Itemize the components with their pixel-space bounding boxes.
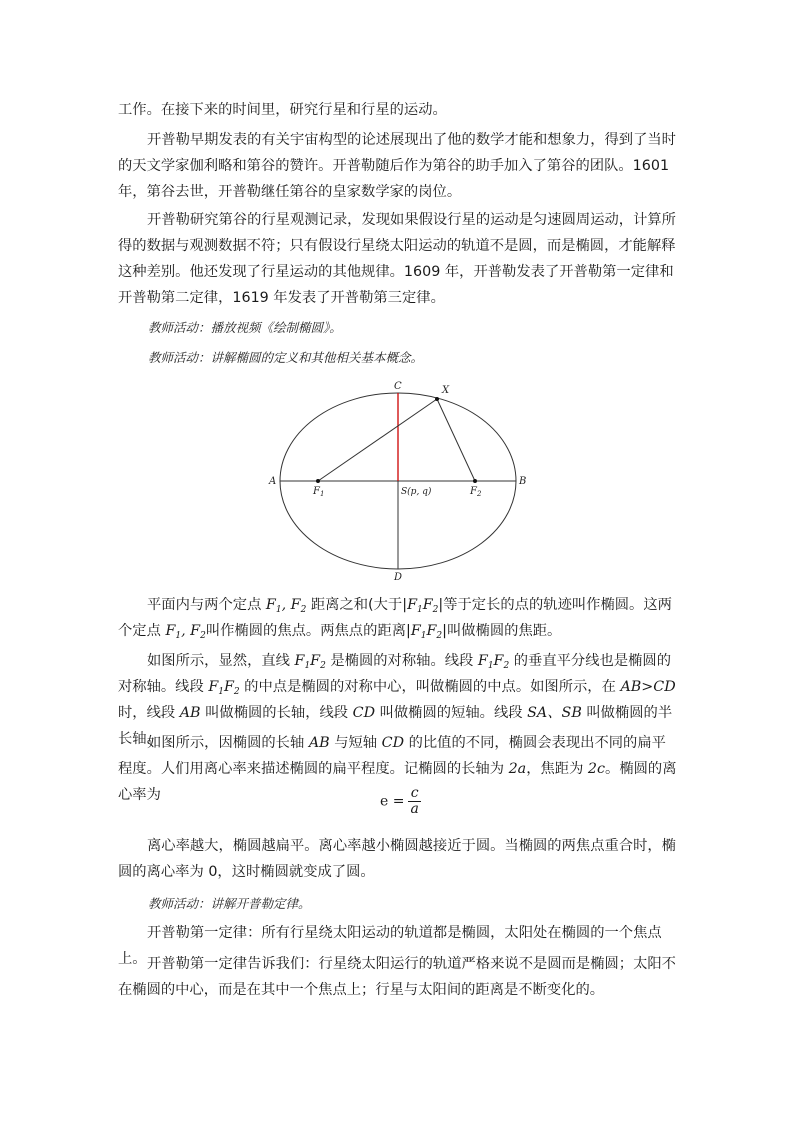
teacher-activity-kepler: 教师活动：讲解开普勒定律。 xyxy=(148,896,311,911)
paragraph-symmetry-axes: 如图所示，显然，直线 $F_1F_2$ 是椭圆的对称轴。线段 $F_1F_2$ 的垂直平分线也是椭圆的对称轴。线段 $F_1F_2$ 的中点是椭圆的对称中心，叫做椭圆的中点。如图所示，在 AB>CD 时，线段 AB 叫做椭圆的长轴，线段 CD 叫做椭圆的短轴。线段 SA、SB 叫做椭圆的半长轴。 xyxy=(118,653,676,747)
math-f1f2-distance: $F_1F_2$ xyxy=(410,623,443,641)
formula-denominator: a xyxy=(410,801,419,817)
paragraph-eccentricity: 如图所示，因椭圆的长轴 AB 与短轴 CD 的比值的不同，椭圆会表现出不同的扁平程度。人们用离心率来描述椭圆的扁平程度。记椭圆的长轴为 2a，焦距为 2c。椭圆的离心率为 xyxy=(118,735,677,803)
focus-f2-point xyxy=(473,479,477,483)
label-f1: $F_1$ xyxy=(313,486,325,498)
label-b: B xyxy=(519,476,527,487)
ellipse-figure xyxy=(262,378,532,583)
paragraph-kepler-research: 开普勒研究第谷的行星观测记录，发现如果假设行星的运动是匀速圆周运动，计算所得的数据与观测数据不符；只有假设行星绕太阳运动的轨道不是圆，而是椭圆，才能解释这种差别。他还发现了行星运动的其他规律。1609 年，开普勒发表了开普勒第一定律和开普勒第二定律，1619 年发表了开普勒第三定律。 xyxy=(118,212,676,306)
math-cd: CD xyxy=(352,705,376,721)
paragraph-kepler-early: 开普勒早期发表的有关宇宙构型的论述展现出了他的数学才能和想象力，得到了当时的天文学家伽利略和第谷的赞许。开普勒随后作为第谷的助手加入了第谷的团队。1601 年，第谷去世，开普勒继任第谷的皇家数学家的岗位。 xyxy=(118,132,676,200)
formula-lhs: e = xyxy=(380,793,405,810)
teacher-activity-video: 教师活动：播放视频《绘制椭圆》。 xyxy=(148,320,342,335)
math-sa-sb: SA、SB xyxy=(527,705,582,721)
formula-fraction xyxy=(408,786,420,817)
formula-numerator: c xyxy=(408,786,420,802)
label-f2: $F_2$ xyxy=(470,486,482,498)
paragraph-kepler-first-law-explained: 开普勒第一定律告诉我们：行星绕太阳运行的轨道严格来说不是圆而是椭圆；太阳不在椭圆的中心，而是在其中一个焦点上；行星与太阳间的距离是不断变化的。 xyxy=(118,956,676,998)
paragraph-ellipse-definition: 平面内与两个定点 $F_1$, $F_2$ 距离之和(大于$|F_1F_2|$等于定长的点的轨迹叫作椭圆。这两个定点 $F_1$, $F_2$叫作椭圆的焦点。两焦点的距离$|F_1F_2|$叫做椭圆的焦距。 xyxy=(118,597,672,641)
label-s: S(p, q) xyxy=(401,487,432,497)
label-d: D xyxy=(394,572,403,583)
math-2c: 2c xyxy=(587,761,606,777)
paragraph-eccentricity-meaning: 离心率越大，椭圆越扁平。离心率越小椭圆越接近于圆。当椭圆的两焦点重合时，椭圆的离心率为 0，这时椭圆就变成了圆。 xyxy=(118,838,676,880)
label-c: C xyxy=(394,381,402,392)
math-f1f2-abs: $F_1F_2$ xyxy=(407,597,439,615)
focus-f1-point xyxy=(316,479,320,483)
label-a: A xyxy=(269,476,277,487)
math-line-f1f2: $F_1F_2$ xyxy=(294,653,326,671)
teacher-activity-definition: 教师活动：讲解椭圆的定义和其他相关基本概念。 xyxy=(148,350,424,365)
math-seg-f1f2: $F_1F_2$ xyxy=(477,653,510,671)
point-x xyxy=(435,397,439,401)
math-cd-2: CD xyxy=(381,735,405,751)
math-ab-2: AB xyxy=(308,735,330,751)
math-ab: AB xyxy=(179,705,201,721)
math-2a: 2a xyxy=(508,761,527,777)
paragraph-intro-tail: 工作。在接下来的时间里，研究行星和行星的运动。 xyxy=(118,102,447,118)
math-f1f2-list: $F_1$, $F_2$ xyxy=(265,597,307,615)
math-ab-gt-cd: AB>CD xyxy=(620,679,676,695)
math-seg-f1f2-mid: $F_1F_2$ xyxy=(208,679,240,697)
paragraph-kepler-first-law: 开普勒第一定律：所有行星绕太阳运动的轨道都是椭圆，太阳处在椭圆的一个焦点上。 xyxy=(118,925,662,967)
eccentricity-formula xyxy=(380,786,421,817)
math-f1f2-list-2: $F_1$, $F_2$ xyxy=(165,623,206,641)
label-x: X xyxy=(442,385,450,396)
focal-segment-f1x xyxy=(318,399,437,481)
